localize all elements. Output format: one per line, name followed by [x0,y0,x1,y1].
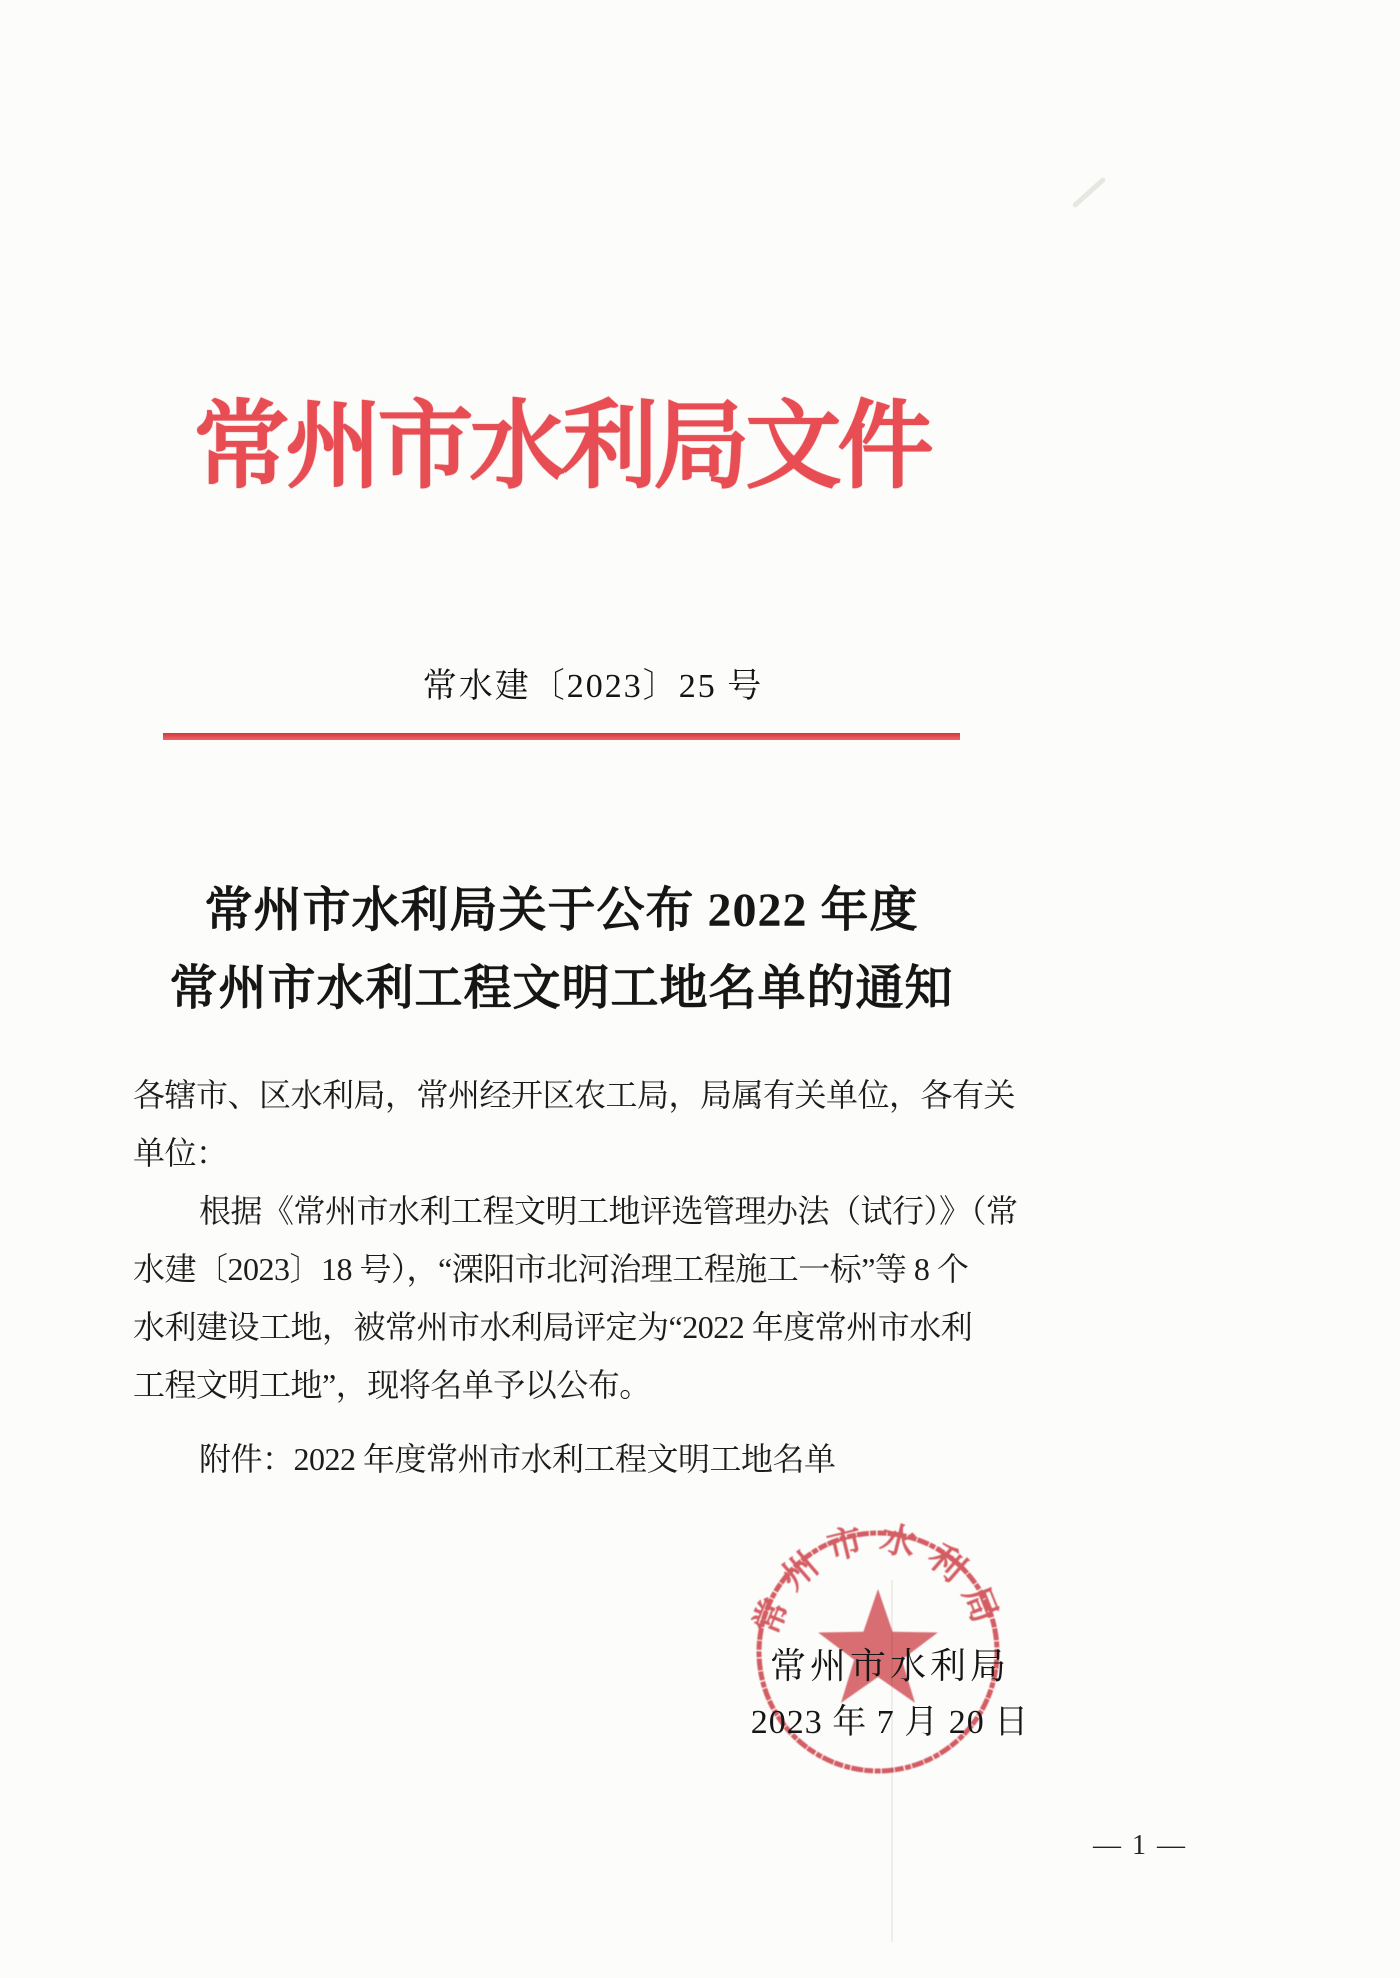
notice-title [133,872,990,1028]
agency-letterhead-title: 常州市水利局文件 [193,393,930,500]
issuer-signature: 常州市水利局 [769,1646,1010,1686]
body-line: 根据《常州市水利工程文明工地评选管理办法（试行）》（常 [199,1193,1018,1229]
page-number: — 1 — [1093,1830,1187,1861]
body-line: 水利建设工地，被常州市水利局评定为“2022 年度常州市水利 [133,1309,973,1345]
notice-title-line-2: 常州市水利工程文明工地名单的通知 [169,962,954,1015]
notice-title-line-1: 常州市水利局关于公布 2022 年度 [204,884,919,937]
scan-smudge [1072,177,1107,209]
letterhead-divider-rule [163,733,960,740]
recipients-line: 各辖市、区水利局，常州经开区农工局，局属有关单位，各有关 [133,1077,1016,1113]
document-reference-number: 常水建〔2023〕25 号 [422,668,764,705]
issue-date: 2023 年 7 月 20 日 [750,1704,1030,1741]
notice-body [133,1066,1018,1488]
seal-text: 常州市水利局 [748,1522,1008,1641]
body-line: 工程文明工地”，现将名单予以公布。 [133,1367,651,1403]
attachment-line: 附件：2022 年度常州市水利工程文明工地名单 [199,1441,836,1477]
recipients-line: 单位： [133,1135,228,1171]
body-line: 水建〔2023〕18 号），“溧阳市北河治理工程施工一标”等 8 个 [133,1251,969,1287]
